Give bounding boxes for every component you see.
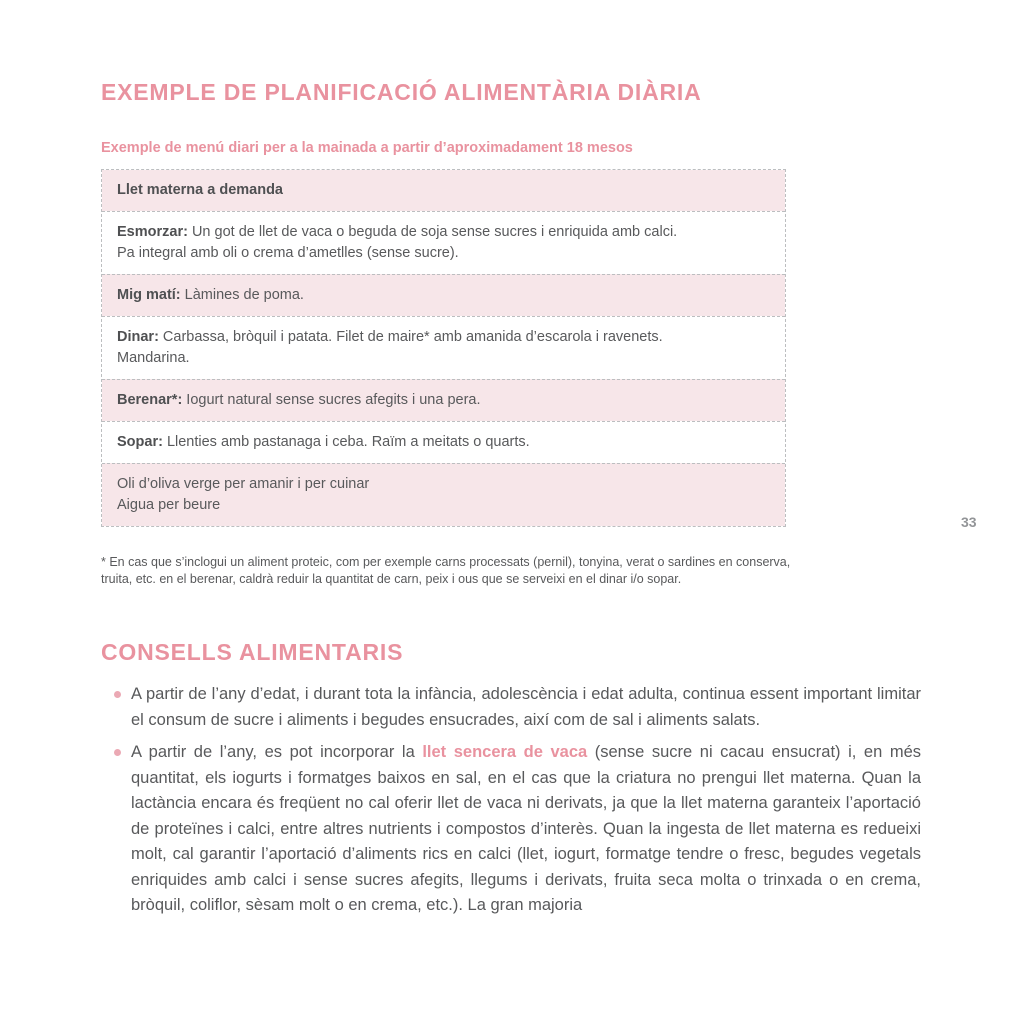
row-label: Llet materna a demanda bbox=[117, 182, 283, 198]
bullet-text-before: A partir de l’any, es pot incorporar la bbox=[131, 743, 423, 761]
consells-list bbox=[101, 682, 921, 919]
section-title-consells: CONSELLS ALIMENTARIS bbox=[101, 639, 404, 665]
row-label: Mig matí: bbox=[117, 287, 181, 303]
bullet-text: A partir de l’any d’edat, i durant tota la infància, adolescència i edat adulta, continua essent important limitar el consum de sucre i aliments i begudes ensucrades, així com de sal i aliments salats. bbox=[131, 685, 921, 729]
row-line: Aigua per beure bbox=[117, 497, 221, 513]
page-content bbox=[101, 78, 924, 926]
row-text: Iogurt natural sense sucres afegits i una pera. bbox=[182, 392, 481, 408]
row-line bbox=[117, 390, 770, 411]
table-row-esmorzar bbox=[102, 211, 785, 274]
row-label: Dinar: bbox=[117, 329, 159, 345]
row-text: Làmines de poma. bbox=[180, 287, 304, 303]
bullet-text-after: (sense sucre ni cacau ensucrat) i, en més quantitat, els iogurts i formatges baixos en sal, en el cas que la criatura no prengui llet materna. Quan la lactància encara és freqüent no cal oferir llet de vaca ni derivats, ja que la llet materna garanteix l’aportació de proteïnes i calci, entre altres nutrients i compostos d’interès. Quan la ingesta de llet materna es redueixi molt, cal garantir l’aportació d’aliments rics en calci (llet, iogurt, formatge tendre o fresc, begudes vegetals enriquides amb calci i sense sucres afegits, llegums i derivats, fruita seca molta o trinxada o en crema, bròquil, coliflor, sèsam molt o en crema, etc.). La gran majoria bbox=[131, 743, 921, 914]
menu-subtitle: Exemple de menú diari per a la mainada a partir d’aproximadament 18 mesos bbox=[101, 140, 633, 156]
row-text: Carbassa, bròquil i patata. Filet de maire* amb amanida d’escarola i ravenets. bbox=[158, 329, 663, 345]
bullet-text-highlight: llet sencera de vaca bbox=[422, 743, 588, 761]
bullet-text bbox=[131, 740, 921, 919]
row-line: Mandarina. bbox=[117, 350, 190, 366]
row-line bbox=[117, 285, 770, 306]
page-number: 33 bbox=[961, 514, 977, 530]
row-text: Un got de llet de vaca o beguda de soja sense sucres i enriquida amb calci. bbox=[187, 224, 678, 240]
footnote: * En cas que s’inclogui un aliment proteic, com per exemple carns processats (pernil), tonyina, verat o sardines en conserva, truita, etc. en el berenar, caldrà reduir la quantitat de carn, peix i ous que se serveixi en el dinar i/o sopar. bbox=[101, 555, 791, 586]
page-title: EXEMPLE DE PLANIFICACIÓ ALIMENTÀRIA DIÀRIA bbox=[101, 79, 702, 105]
row-text: Llenties amb pastanaga i ceba. Raïm a meitats o quarts. bbox=[162, 434, 530, 450]
row-label: Esmorzar: bbox=[117, 224, 188, 240]
bullet-icon bbox=[114, 749, 121, 756]
row-line bbox=[117, 432, 770, 453]
row-label: Sopar: bbox=[117, 434, 163, 450]
table-row-mig-mati bbox=[102, 274, 785, 316]
list-item bbox=[101, 682, 921, 733]
row-line bbox=[117, 327, 770, 348]
table-row-sopar bbox=[102, 421, 785, 463]
row-label: Berenar*: bbox=[117, 392, 183, 408]
table-row-berenar bbox=[102, 379, 785, 421]
list-item bbox=[101, 740, 921, 919]
bullet-icon bbox=[114, 691, 121, 698]
row-line: Pa integral amb oli o crema d’ametlles (sense sucre). bbox=[117, 245, 459, 261]
row-line bbox=[117, 222, 770, 243]
table-row-dinar bbox=[102, 316, 785, 379]
menu-table bbox=[101, 169, 786, 527]
table-row-llet-materna bbox=[102, 170, 785, 211]
table-row-oli-aigua bbox=[102, 463, 785, 526]
row-line: Oli d’oliva verge per amanir i per cuinar bbox=[117, 476, 370, 492]
